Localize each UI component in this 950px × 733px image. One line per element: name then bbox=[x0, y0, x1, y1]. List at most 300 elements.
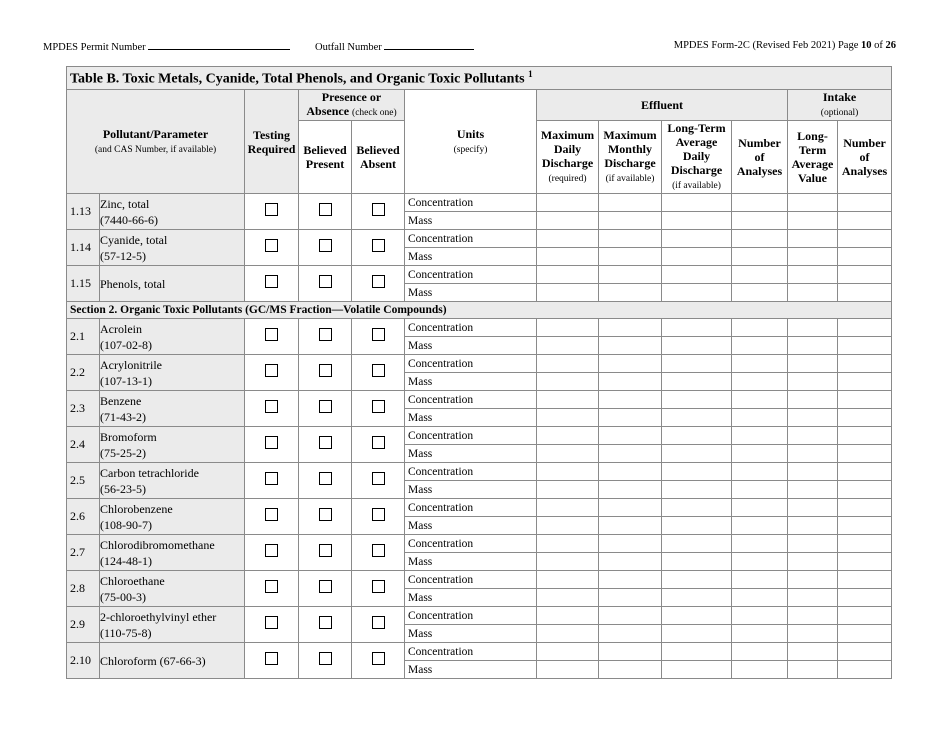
max-monthly-input[interactable] bbox=[599, 535, 662, 553]
max-monthly-input[interactable] bbox=[599, 625, 662, 643]
testing-required-checkbox-cell bbox=[245, 230, 299, 266]
num-analyses-input[interactable] bbox=[732, 194, 788, 212]
believed-absent-checkbox[interactable] bbox=[372, 239, 385, 252]
unit-concentration: Concentration bbox=[405, 355, 537, 373]
intake-num-input[interactable] bbox=[838, 481, 892, 499]
unit-mass: Mass bbox=[405, 481, 537, 499]
pollutant-row bbox=[67, 643, 892, 661]
testing-required-checkbox-cell bbox=[245, 266, 299, 302]
pollutant-name-text: Phenols, total bbox=[100, 276, 166, 291]
pollutant-name-text: Acrolein bbox=[100, 321, 142, 336]
pollutant-name bbox=[100, 571, 245, 607]
num-analyses-input[interactable] bbox=[732, 661, 788, 679]
intake-avg-input[interactable] bbox=[788, 373, 838, 391]
testing-required-checkbox-cell bbox=[245, 427, 299, 463]
long-term-avg-input[interactable] bbox=[662, 284, 732, 302]
num-analyses-input[interactable] bbox=[732, 427, 788, 445]
max-monthly-input[interactable] bbox=[599, 212, 662, 230]
max-monthly-input[interactable] bbox=[599, 445, 662, 463]
pollutant-cas-number: (107-02-8) bbox=[100, 337, 152, 352]
intake-num-input[interactable] bbox=[838, 661, 892, 679]
unit-mass: Mass bbox=[405, 284, 537, 302]
intake-avg-input[interactable] bbox=[788, 319, 838, 337]
long-term-avg-input[interactable] bbox=[662, 194, 732, 212]
long-term-avg-input[interactable] bbox=[662, 625, 732, 643]
intake-avg-input[interactable] bbox=[788, 445, 838, 463]
max-monthly-input[interactable] bbox=[599, 463, 662, 481]
testing-required-checkbox[interactable] bbox=[265, 508, 278, 521]
long-term-avg-input[interactable] bbox=[662, 589, 732, 607]
intake-avg-input[interactable] bbox=[788, 230, 838, 248]
intake-avg-input[interactable] bbox=[788, 391, 838, 409]
num-analyses-input[interactable] bbox=[732, 517, 788, 535]
num-analyses-input[interactable] bbox=[732, 445, 788, 463]
max-monthly-input[interactable] bbox=[599, 607, 662, 625]
believed-absent-checkbox-cell bbox=[352, 427, 405, 463]
long-term-avg-input[interactable] bbox=[662, 373, 732, 391]
max-monthly-input[interactable] bbox=[599, 230, 662, 248]
believed-absent-checkbox[interactable] bbox=[372, 472, 385, 485]
pollutant-row bbox=[67, 391, 892, 409]
col-units-header: Units (specify) bbox=[405, 90, 537, 194]
permit-number-field[interactable] bbox=[148, 40, 290, 50]
unit-mass: Mass bbox=[405, 373, 537, 391]
intake-num-input[interactable] bbox=[838, 337, 892, 355]
long-term-avg-input[interactable] bbox=[662, 553, 732, 571]
max-daily-input[interactable] bbox=[537, 463, 599, 481]
unit-concentration: Concentration bbox=[405, 607, 537, 625]
pollutant-cas-number: (75-00-3) bbox=[100, 589, 146, 604]
pollutant-row bbox=[67, 266, 892, 284]
testing-required-checkbox[interactable] bbox=[265, 203, 278, 216]
num-analyses-input[interactable] bbox=[732, 212, 788, 230]
believed-present-checkbox-cell bbox=[299, 355, 352, 391]
believed-absent-checkbox[interactable] bbox=[372, 652, 385, 665]
num-analyses-input[interactable] bbox=[732, 355, 788, 373]
believed-absent-checkbox[interactable] bbox=[372, 508, 385, 521]
unit-mass: Mass bbox=[405, 337, 537, 355]
num-analyses-input[interactable] bbox=[732, 535, 788, 553]
long-term-avg-input[interactable] bbox=[662, 337, 732, 355]
pollutant-number: 2.9 bbox=[67, 607, 100, 643]
pollutant-cas-number: (110-75-8) bbox=[100, 625, 152, 640]
num-analyses-input[interactable] bbox=[732, 499, 788, 517]
unit-mass: Mass bbox=[405, 661, 537, 679]
intake-avg-input[interactable] bbox=[788, 463, 838, 481]
testing-required-checkbox-cell bbox=[245, 355, 299, 391]
max-daily-input[interactable] bbox=[537, 284, 599, 302]
pollutant-name-text: Carbon tetrachloride bbox=[100, 465, 199, 480]
col-intake-avg-header: Long-Term Average Value bbox=[788, 121, 838, 194]
unit-mass: Mass bbox=[405, 589, 537, 607]
intake-num-input[interactable] bbox=[838, 212, 892, 230]
num-analyses-input[interactable] bbox=[732, 481, 788, 499]
col-long-term-header: Long-Term Average Daily Discharge (if available) bbox=[662, 121, 732, 194]
intake-avg-input[interactable] bbox=[788, 212, 838, 230]
col-max-daily-header: Maximum Daily Discharge (required) bbox=[537, 121, 599, 194]
max-daily-input[interactable] bbox=[537, 445, 599, 463]
max-monthly-input[interactable] bbox=[599, 266, 662, 284]
pollutant-name-text: 2-chloroethylvinyl ether bbox=[100, 609, 217, 624]
num-analyses-input[interactable] bbox=[732, 337, 788, 355]
believed-present-checkbox[interactable] bbox=[319, 239, 332, 252]
max-daily-input[interactable] bbox=[537, 373, 599, 391]
testing-required-checkbox[interactable] bbox=[265, 580, 278, 593]
intake-avg-input[interactable] bbox=[788, 194, 838, 212]
num-analyses-input[interactable] bbox=[732, 625, 788, 643]
unit-concentration: Concentration bbox=[405, 319, 537, 337]
form-page-label: MPDES Form-2C (Revised Feb 2021) Page 10 of 26 bbox=[673, 40, 896, 51]
intake-avg-input[interactable] bbox=[788, 517, 838, 535]
intake-avg-input[interactable] bbox=[788, 266, 838, 284]
max-monthly-input[interactable] bbox=[599, 248, 662, 266]
pollutant-number: 1.15 bbox=[67, 266, 100, 302]
max-daily-input[interactable] bbox=[537, 266, 599, 284]
intake-num-input[interactable] bbox=[838, 284, 892, 302]
believed-present-checkbox-cell bbox=[299, 463, 352, 499]
max-monthly-input[interactable] bbox=[599, 661, 662, 679]
pollutant-row bbox=[67, 230, 892, 248]
intake-num-input[interactable] bbox=[838, 571, 892, 589]
max-daily-input[interactable] bbox=[537, 661, 599, 679]
num-analyses-input[interactable] bbox=[732, 319, 788, 337]
long-term-avg-input[interactable] bbox=[662, 499, 732, 517]
pollutant-name bbox=[100, 355, 245, 391]
intake-avg-input[interactable] bbox=[788, 535, 838, 553]
pollutant-cas-number: (75-25-2) bbox=[100, 445, 146, 460]
intake-num-input[interactable] bbox=[838, 248, 892, 266]
intake-avg-input[interactable] bbox=[788, 661, 838, 679]
pollutant-number: 2.3 bbox=[67, 391, 100, 427]
long-term-avg-input[interactable] bbox=[662, 427, 732, 445]
intake-num-input[interactable] bbox=[838, 517, 892, 535]
max-daily-input[interactable] bbox=[537, 355, 599, 373]
believed-present-checkbox-cell bbox=[299, 643, 352, 679]
max-monthly-input[interactable] bbox=[599, 409, 662, 427]
pollutant-number: 2.10 bbox=[67, 643, 100, 679]
unit-mass: Mass bbox=[405, 409, 537, 427]
long-term-avg-input[interactable] bbox=[662, 319, 732, 337]
max-monthly-input[interactable] bbox=[599, 499, 662, 517]
max-daily-input[interactable] bbox=[537, 319, 599, 337]
long-term-avg-input[interactable] bbox=[662, 535, 732, 553]
pollutant-number: 2.7 bbox=[67, 535, 100, 571]
intake-num-input[interactable] bbox=[838, 409, 892, 427]
long-term-avg-input[interactable] bbox=[662, 212, 732, 230]
intake-num-input[interactable] bbox=[838, 355, 892, 373]
testing-required-checkbox[interactable] bbox=[265, 275, 278, 288]
believed-absent-checkbox[interactable] bbox=[372, 544, 385, 557]
num-analyses-input[interactable] bbox=[732, 230, 788, 248]
max-daily-input[interactable] bbox=[537, 409, 599, 427]
col-testing-header: Testing Required bbox=[245, 90, 299, 194]
long-term-avg-input[interactable] bbox=[662, 481, 732, 499]
pollutant-name-text: Chlorodibromomethane bbox=[100, 537, 215, 552]
long-term-avg-input[interactable] bbox=[662, 607, 732, 625]
pollutant-name bbox=[100, 194, 245, 230]
max-daily-input[interactable] bbox=[537, 553, 599, 571]
intake-avg-input[interactable] bbox=[788, 553, 838, 571]
pollutant-row bbox=[67, 571, 892, 589]
intake-avg-input[interactable] bbox=[788, 643, 838, 661]
intake-avg-input[interactable] bbox=[788, 427, 838, 445]
intake-num-input[interactable] bbox=[838, 230, 892, 248]
pollutant-number: 2.8 bbox=[67, 571, 100, 607]
believed-present-checkbox-cell bbox=[299, 194, 352, 230]
max-daily-input[interactable] bbox=[537, 535, 599, 553]
intake-num-input[interactable] bbox=[838, 643, 892, 661]
believed-absent-checkbox-cell bbox=[352, 463, 405, 499]
max-daily-input[interactable] bbox=[537, 427, 599, 445]
intake-num-input[interactable] bbox=[838, 427, 892, 445]
max-monthly-input[interactable] bbox=[599, 427, 662, 445]
intake-avg-input[interactable] bbox=[788, 589, 838, 607]
long-term-avg-input[interactable] bbox=[662, 643, 732, 661]
believed-present-checkbox[interactable] bbox=[319, 580, 332, 593]
intake-avg-input[interactable] bbox=[788, 337, 838, 355]
testing-required-checkbox[interactable] bbox=[265, 544, 278, 557]
intake-avg-input[interactable] bbox=[788, 607, 838, 625]
num-analyses-input[interactable] bbox=[732, 571, 788, 589]
intake-avg-input[interactable] bbox=[788, 625, 838, 643]
max-daily-input[interactable] bbox=[537, 625, 599, 643]
pollutant-name bbox=[100, 607, 245, 643]
testing-required-checkbox-cell bbox=[245, 571, 299, 607]
max-daily-input[interactable] bbox=[537, 212, 599, 230]
intake-num-input[interactable] bbox=[838, 445, 892, 463]
believed-present-checkbox[interactable] bbox=[319, 275, 332, 288]
outfall-number-label: Outfall Number bbox=[315, 40, 474, 53]
max-daily-input[interactable] bbox=[537, 337, 599, 355]
max-monthly-input[interactable] bbox=[599, 194, 662, 212]
pollutant-cas-number: (7440-66-6) bbox=[100, 212, 158, 227]
pollutant-name-text: Bromoform bbox=[100, 429, 157, 444]
believed-absent-checkbox-cell bbox=[352, 643, 405, 679]
long-term-avg-input[interactable] bbox=[662, 661, 732, 679]
max-monthly-input[interactable] bbox=[599, 319, 662, 337]
max-daily-input[interactable] bbox=[537, 391, 599, 409]
num-analyses-input[interactable] bbox=[732, 409, 788, 427]
long-term-avg-input[interactable] bbox=[662, 266, 732, 284]
intake-num-input[interactable] bbox=[838, 499, 892, 517]
num-analyses-input[interactable] bbox=[732, 643, 788, 661]
testing-required-checkbox-cell bbox=[245, 391, 299, 427]
believed-present-checkbox[interactable] bbox=[319, 400, 332, 413]
testing-required-checkbox[interactable] bbox=[265, 436, 278, 449]
max-daily-input[interactable] bbox=[537, 499, 599, 517]
intake-avg-input[interactable] bbox=[788, 481, 838, 499]
believed-absent-checkbox[interactable] bbox=[372, 436, 385, 449]
permit-number-label: MPDES Permit Number bbox=[43, 40, 290, 53]
max-daily-input[interactable] bbox=[537, 643, 599, 661]
testing-required-checkbox[interactable] bbox=[265, 400, 278, 413]
max-monthly-input[interactable] bbox=[599, 373, 662, 391]
max-daily-input[interactable] bbox=[537, 481, 599, 499]
max-monthly-input[interactable] bbox=[599, 481, 662, 499]
pollutant-name-text: Benzene bbox=[100, 393, 142, 408]
believed-present-checkbox[interactable] bbox=[319, 544, 332, 557]
max-daily-input[interactable] bbox=[537, 589, 599, 607]
believed-absent-checkbox-cell bbox=[352, 391, 405, 427]
pollutant-name bbox=[100, 463, 245, 499]
long-term-avg-input[interactable] bbox=[662, 391, 732, 409]
believed-present-checkbox-cell bbox=[299, 607, 352, 643]
intake-avg-input[interactable] bbox=[788, 355, 838, 373]
pollutant-name bbox=[100, 230, 245, 266]
intake-num-input[interactable] bbox=[838, 607, 892, 625]
pollutant-name-text: Acrylonitrile bbox=[100, 357, 162, 372]
believed-absent-checkbox[interactable] bbox=[372, 364, 385, 377]
max-monthly-input[interactable] bbox=[599, 284, 662, 302]
intake-num-input[interactable] bbox=[838, 391, 892, 409]
intake-num-input[interactable] bbox=[838, 625, 892, 643]
unit-concentration: Concentration bbox=[405, 571, 537, 589]
pollutant-name-text: Cyanide, total bbox=[100, 232, 168, 247]
max-monthly-input[interactable] bbox=[599, 589, 662, 607]
believed-present-checkbox[interactable] bbox=[319, 436, 332, 449]
testing-required-checkbox[interactable] bbox=[265, 652, 278, 665]
intake-num-input[interactable] bbox=[838, 373, 892, 391]
num-analyses-input[interactable] bbox=[732, 391, 788, 409]
believed-absent-checkbox-cell bbox=[352, 230, 405, 266]
believed-present-checkbox[interactable] bbox=[319, 508, 332, 521]
testing-required-checkbox-cell bbox=[245, 643, 299, 679]
pollutant-name bbox=[100, 499, 245, 535]
believed-present-checkbox-cell bbox=[299, 266, 352, 302]
believed-present-checkbox-cell bbox=[299, 571, 352, 607]
num-analyses-input[interactable] bbox=[732, 589, 788, 607]
pollutant-name bbox=[100, 427, 245, 463]
num-analyses-input[interactable] bbox=[732, 248, 788, 266]
believed-present-checkbox-cell bbox=[299, 230, 352, 266]
col-believed-absent-header: Believed Absent bbox=[352, 121, 405, 194]
col-presence-header: Presence or Absence (check one) bbox=[299, 90, 405, 121]
num-analyses-input[interactable] bbox=[732, 284, 788, 302]
believed-present-checkbox[interactable] bbox=[319, 472, 332, 485]
long-term-avg-input[interactable] bbox=[662, 517, 732, 535]
intake-num-input[interactable] bbox=[838, 553, 892, 571]
table-title: Table B. Toxic Metals, Cyanide, Total Phenols, and Organic Toxic Pollutants $^1$ bbox=[67, 67, 892, 90]
believed-absent-checkbox-cell bbox=[352, 535, 405, 571]
believed-absent-checkbox[interactable] bbox=[372, 275, 385, 288]
intake-avg-input[interactable] bbox=[788, 284, 838, 302]
long-term-avg-input[interactable] bbox=[662, 248, 732, 266]
pollutant-cas-number: (124-48-1) bbox=[100, 553, 152, 568]
unit-concentration: Concentration bbox=[405, 499, 537, 517]
intake-avg-input[interactable] bbox=[788, 499, 838, 517]
col-intake-header: Intake (optional) bbox=[788, 90, 892, 121]
intake-num-input[interactable] bbox=[838, 319, 892, 337]
max-monthly-input[interactable] bbox=[599, 571, 662, 589]
believed-absent-checkbox[interactable] bbox=[372, 400, 385, 413]
testing-required-checkbox[interactable] bbox=[265, 239, 278, 252]
pollutant-name bbox=[100, 535, 245, 571]
believed-absent-checkbox[interactable] bbox=[372, 616, 385, 629]
believed-absent-checkbox-cell bbox=[352, 319, 405, 355]
unit-concentration: Concentration bbox=[405, 266, 537, 284]
intake-num-input[interactable] bbox=[838, 266, 892, 284]
long-term-avg-input[interactable] bbox=[662, 445, 732, 463]
intake-num-input[interactable] bbox=[838, 535, 892, 553]
testing-required-checkbox[interactable] bbox=[265, 364, 278, 377]
pollutant-row bbox=[67, 463, 892, 481]
testing-required-checkbox-cell bbox=[245, 319, 299, 355]
believed-present-checkbox[interactable] bbox=[319, 203, 332, 216]
max-monthly-input[interactable] bbox=[599, 643, 662, 661]
testing-required-checkbox-cell bbox=[245, 607, 299, 643]
believed-absent-checkbox[interactable] bbox=[372, 203, 385, 216]
testing-required-checkbox[interactable] bbox=[265, 328, 278, 341]
intake-num-input[interactable] bbox=[838, 194, 892, 212]
believed-present-checkbox[interactable] bbox=[319, 616, 332, 629]
pollutant-number: 2.2 bbox=[67, 355, 100, 391]
num-analyses-input[interactable] bbox=[732, 553, 788, 571]
long-term-avg-input[interactable] bbox=[662, 571, 732, 589]
pollutant-number: 2.5 bbox=[67, 463, 100, 499]
pollutant-row bbox=[67, 535, 892, 553]
max-monthly-input[interactable] bbox=[599, 337, 662, 355]
pollutant-row bbox=[67, 194, 892, 212]
col-max-monthly-header: Maximum Monthly Discharge (if available) bbox=[599, 121, 662, 194]
num-analyses-input[interactable] bbox=[732, 463, 788, 481]
max-daily-input[interactable] bbox=[537, 230, 599, 248]
max-monthly-input[interactable] bbox=[599, 391, 662, 409]
max-monthly-input[interactable] bbox=[599, 355, 662, 373]
max-daily-input[interactable] bbox=[537, 571, 599, 589]
believed-absent-checkbox-cell bbox=[352, 355, 405, 391]
col-effluent-header: Effluent bbox=[537, 90, 788, 121]
max-monthly-input[interactable] bbox=[599, 517, 662, 535]
max-daily-input[interactable] bbox=[537, 194, 599, 212]
believed-absent-checkbox-cell bbox=[352, 499, 405, 535]
pollutant-name-text: Chlorobenzene bbox=[100, 501, 173, 516]
believed-present-checkbox[interactable] bbox=[319, 652, 332, 665]
intake-avg-input[interactable] bbox=[788, 248, 838, 266]
intake-avg-input[interactable] bbox=[788, 571, 838, 589]
outfall-number-field[interactable] bbox=[384, 40, 474, 50]
believed-absent-checkbox-cell bbox=[352, 194, 405, 230]
num-analyses-input[interactable] bbox=[732, 266, 788, 284]
long-term-avg-input[interactable] bbox=[662, 409, 732, 427]
intake-num-input[interactable] bbox=[838, 589, 892, 607]
believed-absent-checkbox[interactable] bbox=[372, 328, 385, 341]
pollutant-number: 1.13 bbox=[67, 194, 100, 230]
max-daily-input[interactable] bbox=[537, 517, 599, 535]
testing-required-checkbox[interactable] bbox=[265, 472, 278, 485]
num-analyses-input[interactable] bbox=[732, 373, 788, 391]
num-analyses-input[interactable] bbox=[732, 607, 788, 625]
unit-mass: Mass bbox=[405, 517, 537, 535]
long-term-avg-input[interactable] bbox=[662, 463, 732, 481]
testing-required-checkbox[interactable] bbox=[265, 616, 278, 629]
unit-concentration: Concentration bbox=[405, 643, 537, 661]
long-term-avg-input[interactable] bbox=[662, 230, 732, 248]
intake-avg-input[interactable] bbox=[788, 409, 838, 427]
unit-concentration: Concentration bbox=[405, 230, 537, 248]
pollutant-row bbox=[67, 499, 892, 517]
max-monthly-input[interactable] bbox=[599, 553, 662, 571]
believed-present-checkbox[interactable] bbox=[319, 364, 332, 377]
pollutant-name-text: Zinc, total bbox=[100, 196, 150, 211]
believed-absent-checkbox[interactable] bbox=[372, 580, 385, 593]
max-daily-input[interactable] bbox=[537, 248, 599, 266]
intake-num-input[interactable] bbox=[838, 463, 892, 481]
pollutant-cas-number: (71-43-2) bbox=[100, 409, 146, 424]
long-term-avg-input[interactable] bbox=[662, 355, 732, 373]
col-pollutant-header: Pollutant/Parameter (and CAS Number, if available) bbox=[67, 90, 245, 194]
max-daily-input[interactable] bbox=[537, 607, 599, 625]
believed-present-checkbox[interactable] bbox=[319, 328, 332, 341]
